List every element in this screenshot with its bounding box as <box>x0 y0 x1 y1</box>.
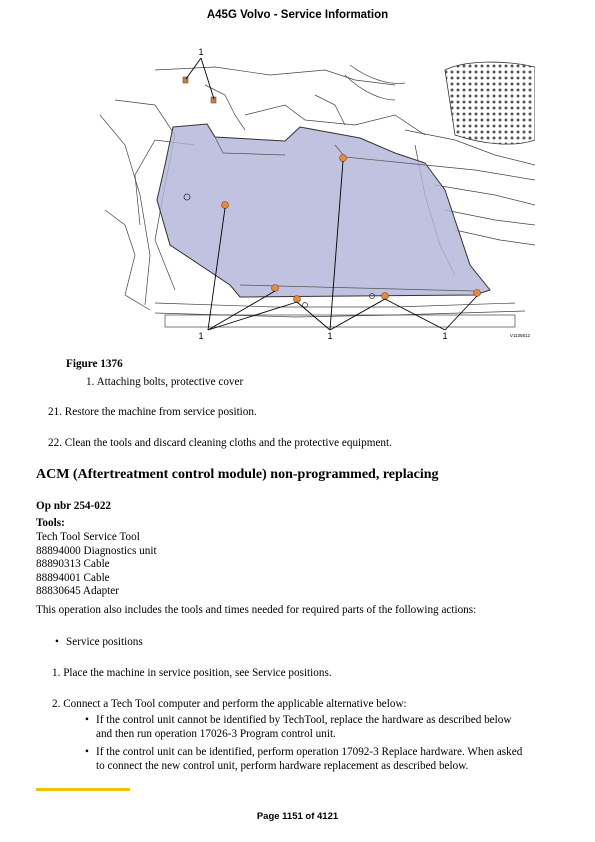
image-code: V1135812 <box>509 333 530 338</box>
step-2: 2. Connect a Tech Tool computer and perform the applicable alternative below: <box>52 698 407 710</box>
intro-paragraph: This operation also includes the tools and times needed for required parts of the following actions: <box>36 604 477 616</box>
tool-item: 88894001 Cable <box>36 571 110 584</box>
sub-bullet-1-line2: and then run operation 17026-3 Program control unit. <box>96 727 336 740</box>
op-number: Op nbr 254-022 <box>36 500 112 512</box>
document-header-title: A45G Volvo - Service Information <box>206 9 389 21</box>
sub-bullet-2 <box>96 746 562 773</box>
tool-item: 88894000 Diagnostics unit <box>36 544 157 557</box>
tools-label: Tools: <box>36 517 65 529</box>
protective-cover-illustration <box>95 45 535 345</box>
figure-caption-title: Figure 1376 <box>66 358 123 370</box>
page-number: Page 1151 of 4121 <box>256 811 339 822</box>
tool-item: Tech Tool Service Tool <box>36 531 140 543</box>
step-21: 21. Restore the machine from service position. <box>48 406 257 418</box>
sub-bullet-2-line1: • If the control unit can be identified, perform operation 17092-3 Replace hardware. When asked <box>96 746 562 760</box>
sub-bullet-2-line2: to connect the new control unit, perform hardware replacement as described below. <box>96 759 469 772</box>
step-22: 22. Clean the tools and discard cleaning cloths and the protective equipment. <box>48 437 392 449</box>
section-heading: ACM (Aftertreatment control module) non-programmed, replacing <box>36 467 439 482</box>
figure-caption-item: 1. Attaching bolts, protective cover <box>86 376 244 388</box>
callout-number: 1 <box>198 331 204 341</box>
tool-item: 88830645 Adapter <box>36 585 119 598</box>
sub-bullet-1-line1: • If the control unit cannot be identified by TechTool, replace the hardware as described below <box>96 714 562 728</box>
sub-bullet-1 <box>96 714 562 741</box>
footer-accent-bar <box>36 788 130 791</box>
bullet-service-positions: • Service positions <box>66 636 143 650</box>
callout-number: 1 <box>327 331 333 341</box>
tool-item: 88890313 Cable <box>36 558 110 571</box>
callout-number: 1 <box>198 47 204 57</box>
step-1: 1. Place the machine in service position, see Service positions. <box>52 667 332 679</box>
callout-number: 1 <box>442 331 448 341</box>
tools-list <box>36 531 157 599</box>
